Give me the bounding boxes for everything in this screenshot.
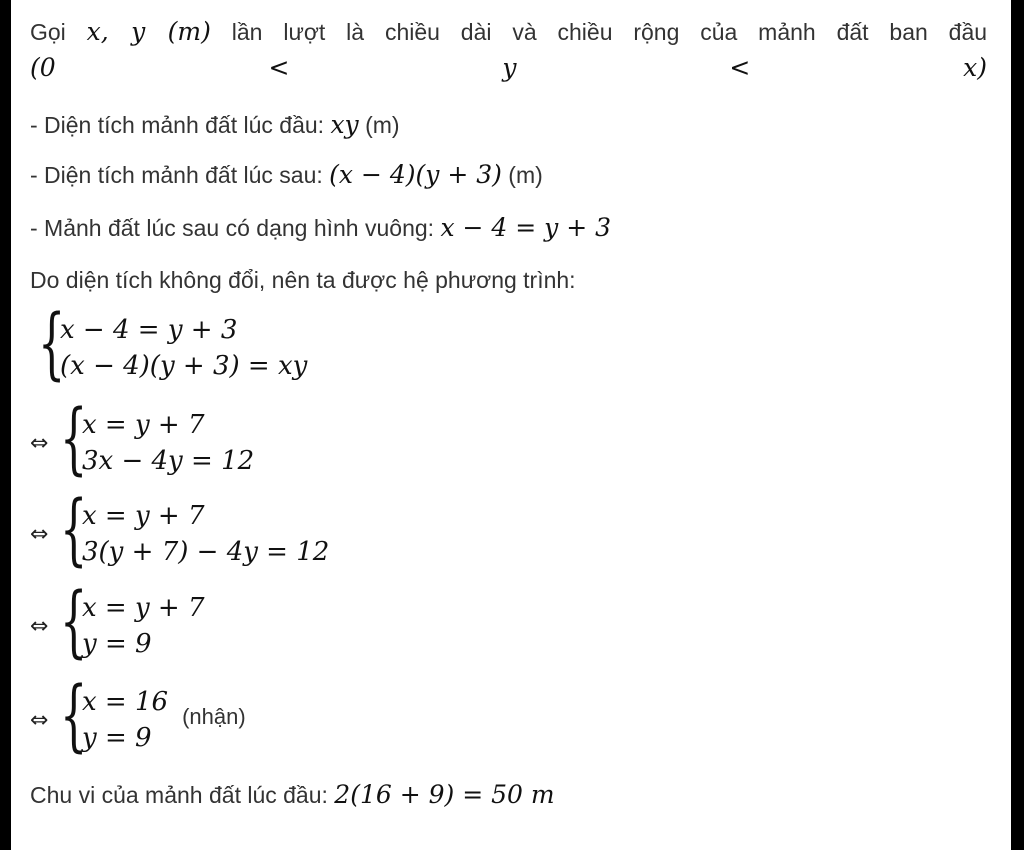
area-after-expr: (x − 4)(y + 3): [329, 160, 502, 189]
square-expr: x − 4 = y + 3: [440, 213, 612, 242]
system-rows: [82, 498, 329, 570]
left-brace: {: [60, 577, 88, 667]
left-brace: {: [60, 485, 88, 575]
system-row: x = y + 7: [82, 410, 205, 440]
area-after-line: [30, 160, 543, 190]
area-after-unit: (m): [508, 162, 543, 188]
equivalence-symbol: ⇔: [30, 613, 49, 639]
solution-page: [11, 0, 1011, 850]
left-brace: {: [38, 299, 66, 389]
left-brace: {: [60, 394, 88, 484]
system-row: x = y + 7: [82, 501, 205, 531]
area-initial-line: [30, 110, 400, 140]
system-row: 3x − 4y = 12: [82, 446, 255, 476]
system-row: (x − 4)(y + 3) = xy: [60, 351, 308, 381]
system-rows: [82, 407, 254, 479]
intro-condition: (0 < y < x): [30, 53, 987, 82]
intro-text: Gọi: [30, 19, 66, 45]
perimeter-label: Chu vi của mảnh đất lúc đầu:: [30, 782, 328, 808]
area-initial-expr: xy: [330, 110, 359, 139]
equation-system-2: [30, 394, 255, 484]
accepted-note: (nhận): [182, 704, 246, 729]
equation-system-5: [30, 671, 246, 761]
equivalence-symbol: ⇔: [30, 430, 49, 456]
square-label: - Mảnh đất lúc sau có dạng hình vuông:: [30, 215, 435, 241]
area-after-label: - Diện tích mảnh đất lúc sau:: [30, 162, 323, 188]
system-intro-line: [30, 265, 576, 295]
equivalence-symbol: ⇔: [30, 707, 49, 733]
square-line: [30, 213, 611, 243]
system-row: x = 16: [82, 687, 169, 717]
perimeter-line: [30, 780, 555, 810]
equivalence-symbol: ⇔: [30, 521, 49, 547]
system-intro-text: Do diện tích không đổi, nên ta được hệ phương trình:: [30, 267, 576, 293]
system-row: x = y + 7: [82, 593, 205, 623]
system-row: x − 4 = y + 3: [60, 315, 238, 345]
system-row: 3(y + 7) − 4y = 12: [82, 537, 330, 567]
system-row: y = 9: [82, 723, 152, 753]
perimeter-expr: 2(16 + 9) = 50 m: [334, 780, 555, 809]
area-initial-unit: (m): [365, 112, 400, 138]
equation-system-3: [30, 485, 330, 575]
system-row: y = 9: [82, 629, 152, 659]
system-rows: [82, 684, 168, 756]
intro-vars: x, y (m): [86, 17, 211, 46]
intro-rest: lần lượt là chiều dài và chiều rộng của mảnh đất ban đầu: [231, 19, 988, 45]
equation-system-1: [38, 299, 308, 389]
equation-system-4: [30, 577, 205, 667]
left-brace: {: [60, 671, 88, 761]
intro-paragraph: [30, 14, 987, 86]
area-initial-label: - Diện tích mảnh đất lúc đầu:: [30, 112, 325, 138]
system-rows: [60, 312, 307, 384]
system-rows: [82, 590, 205, 662]
